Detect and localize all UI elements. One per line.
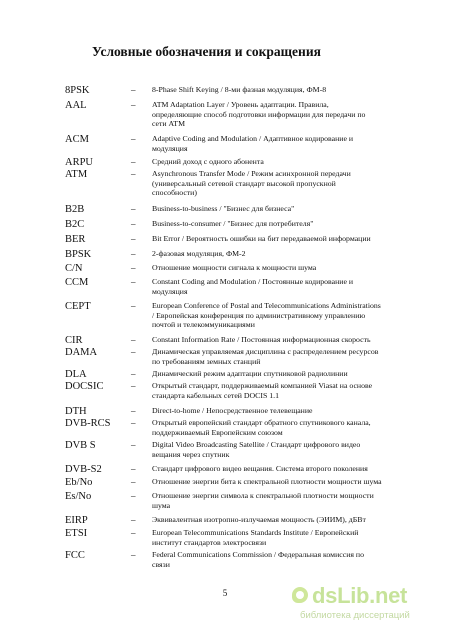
abbreviation-term: B2B <box>65 204 85 215</box>
watermark <box>292 585 442 627</box>
abbreviation-definition <box>152 204 416 214</box>
abbreviation-definition <box>152 381 416 400</box>
abbreviation-definition <box>152 418 416 437</box>
definition-line: шума <box>152 500 171 510</box>
entry-dash: – <box>131 515 136 525</box>
definition-line: модуляция <box>152 143 188 153</box>
abbreviation-definition <box>152 219 416 229</box>
definition-line: Bit Error / Вероятность ошибки на бит передаваемой информации <box>152 234 371 243</box>
entry-dash: – <box>131 204 136 214</box>
abbreviation-term: ACM <box>65 134 89 145</box>
entry-dash: – <box>131 381 136 391</box>
definition-line: Отношение мощности сигнала к мощности шума <box>152 263 317 272</box>
definition-line: 2-фазовая модуляция, ФМ-2 <box>152 249 246 258</box>
abbreviation-term: 8PSK <box>65 85 90 96</box>
abbreviation-term: ETSI <box>65 528 88 539</box>
definition-line: Business-to-business / "Бизнес для бизнеса" <box>152 204 295 213</box>
entry-dash: – <box>131 418 136 428</box>
definition-line: (универсальный сетевой стандарт высокой пропускной <box>152 178 336 188</box>
definition-line: Direct-to-home / Непосредственное телевещание <box>152 406 313 415</box>
abbreviation-definition <box>152 335 416 345</box>
definition-line: Business-to-consumer / "Бизнес для потребителя" <box>152 219 314 228</box>
entry-dash: – <box>131 219 136 229</box>
definition-line: Digital Video Broadcasting Satellite / Стандарт цифрового видео <box>152 440 361 449</box>
abbreviation-definition <box>152 347 416 366</box>
definition-line: European Conference of Postal and Telecommunications Administrations <box>152 301 381 310</box>
definition-line: сети ATM <box>152 119 186 129</box>
definition-line: European Telecommunications Standards Institute / Европейский <box>152 528 359 537</box>
abbreviation-term: DLA <box>65 369 87 380</box>
abbreviation-term: DTH <box>65 406 87 417</box>
definition-line: Динамический режим адаптации спутниковой радиолинии <box>152 369 348 378</box>
definition-line: поддерживаемый Европейским союзом <box>152 427 283 437</box>
abbreviation-definition <box>152 515 416 525</box>
entry-dash: – <box>131 464 136 474</box>
abbreviation-term: ARPU <box>65 157 94 168</box>
definition-line: 8-Phase Shift Keying / 8-ми фазная модуляция, ФМ-8 <box>152 85 327 94</box>
abbreviation-definition <box>152 406 416 416</box>
definition-line: Средний доход с одного абонента <box>152 157 264 166</box>
abbreviation-definition <box>152 169 416 198</box>
entry-dash: – <box>131 347 136 357</box>
definition-line: связи <box>152 559 170 569</box>
abbreviation-term: DAMA <box>65 347 98 358</box>
entry-dash: – <box>131 100 136 110</box>
entry-dash: – <box>131 234 136 244</box>
abbreviation-definition <box>152 134 416 153</box>
definition-line: / Европейская конференция по административному управлению <box>152 310 366 320</box>
definition-line: модуляция <box>152 286 188 296</box>
abbreviation-definition <box>152 301 416 330</box>
abbreviation-term: DOCSIC <box>65 381 104 392</box>
abbreviation-definition <box>152 491 416 510</box>
definition-line: Эквивалентная изотропно-излучаемая мощность (ЭИИМ), дБВт <box>152 515 366 524</box>
abbreviation-term: DVB S <box>65 440 96 451</box>
entry-dash: – <box>131 157 136 167</box>
abbreviation-term: BPSK <box>65 249 92 260</box>
abbreviation-term: CEPT <box>65 301 91 312</box>
abbreviation-term: B2C <box>65 219 85 230</box>
entry-dash: – <box>131 440 136 450</box>
abbreviation-term: BER <box>65 234 86 245</box>
abbreviation-definition <box>152 440 416 459</box>
entry-dash: – <box>131 369 136 379</box>
definition-line: институт стандартов электросвязи <box>152 537 267 547</box>
section-title: Условные обозначения и сокращения <box>92 44 321 59</box>
abbreviation-definition <box>152 477 416 487</box>
definition-line: Constant Coding and Modulation / Постоянные кодирование и <box>152 277 354 286</box>
definition-line: Adaptive Coding and Modulation / Адаптивное кодирование и <box>152 134 354 143</box>
abbreviation-definition <box>152 100 416 129</box>
definition-line: Constant Information Rate / Постоянная информационная скорость <box>152 335 371 344</box>
abbreviation-term: DVB-RCS <box>65 418 111 429</box>
entry-dash: – <box>131 169 136 179</box>
definition-line: Отношение энергии бита к спектральной плотности мощности шума <box>152 477 382 486</box>
entry-dash: – <box>131 550 136 560</box>
entry-dash: – <box>131 85 136 95</box>
entry-dash: – <box>131 301 136 311</box>
definition-line: вещания через спутник <box>152 449 230 459</box>
abbreviation-term: CIR <box>65 335 83 346</box>
abbreviation-definition <box>152 85 416 95</box>
abbreviation-term: DVB-S2 <box>65 464 102 475</box>
entry-dash: – <box>131 335 136 345</box>
definition-line: ATM Adaptation Layer / Уровень адаптации. Правила, <box>152 100 329 109</box>
entry-dash: – <box>131 477 136 487</box>
definition-line: Открытый стандарт, поддерживаемый компанией Viasat на основе <box>152 381 373 390</box>
abbreviation-term: CCM <box>65 277 89 288</box>
abbreviation-term: FCC <box>65 550 85 561</box>
abbreviation-definition <box>152 464 416 474</box>
abbreviation-term: Es/No <box>65 491 92 502</box>
watermark-brand: dsLib.net <box>312 583 408 608</box>
definition-line: определяющие способ подготовки информации для передачи по <box>152 109 366 119</box>
dslib-logo-icon <box>292 587 308 603</box>
abbreviation-definition <box>152 249 416 259</box>
definition-line: Asynchronous Transfer Mode / Режим асинхронной передачи <box>152 169 351 178</box>
abbreviation-definition <box>152 277 416 296</box>
definition-line: стандарта кабельных сетей DOCIS 1.1 <box>152 390 279 400</box>
abbreviation-term: ATM <box>65 169 88 180</box>
abbreviation-term: EIRP <box>65 515 88 526</box>
definition-line: почтой и телекоммуникациями <box>152 320 255 330</box>
abbreviation-term: Eb/No <box>65 477 93 488</box>
definition-line: Стандарт цифрового видео вещания. Система второго поколения <box>152 464 368 473</box>
abbreviation-definition <box>152 550 416 569</box>
definition-line: по требованиям земных станций <box>152 356 261 366</box>
abbreviation-definition <box>152 234 416 244</box>
page-number: 5 <box>222 588 228 598</box>
entry-dash: – <box>131 406 136 416</box>
definition-line: Динамическая управляемая дисциплина с распределением ресурсов <box>152 347 379 356</box>
watermark-subtitle: библиотека диссертаций <box>300 610 410 621</box>
definition-line: способности) <box>152 188 197 198</box>
definition-line: Federal Communications Commission / Федеральная комиссия по <box>152 550 364 559</box>
abbreviation-definition <box>152 528 416 547</box>
abbreviation-definition <box>152 369 416 379</box>
entry-dash: – <box>131 263 136 273</box>
abbreviation-definition <box>152 157 416 167</box>
entry-dash: – <box>131 277 136 287</box>
definition-line: Отношение энергии символа к спектральной плотности мощности <box>152 491 374 500</box>
entry-dash: – <box>131 491 136 501</box>
definition-line: Открытый европейский стандарт обратного спутникового канала, <box>152 418 371 427</box>
abbreviation-term: C/N <box>65 263 83 274</box>
entry-dash: – <box>131 528 136 538</box>
entry-dash: – <box>131 134 136 144</box>
abbreviation-definition <box>152 263 416 273</box>
entry-dash: – <box>131 249 136 259</box>
abbreviation-term: AAL <box>65 100 87 111</box>
